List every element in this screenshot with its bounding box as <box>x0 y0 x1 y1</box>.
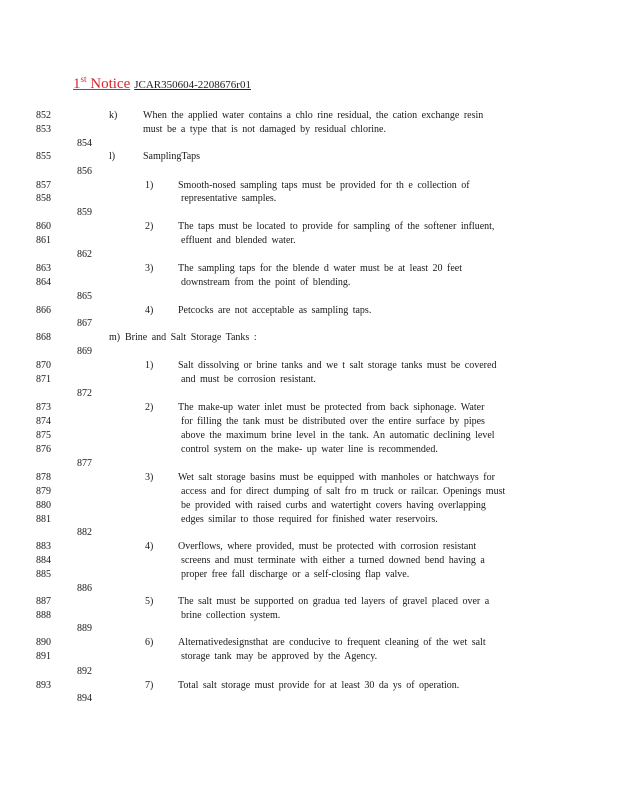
notice-label: 1st Notice <box>73 74 131 92</box>
line-number: 852 <box>36 110 51 121</box>
line-number: 887 <box>36 596 51 607</box>
line-text: Alternativedesignsthat are conducive to frequent cleaning of the wet salt <box>178 637 486 648</box>
line-number: 876 <box>36 444 51 455</box>
line-number: 862 <box>77 249 92 260</box>
list-marker: 5) <box>145 596 154 607</box>
line-number: 864 <box>36 277 51 288</box>
line-text: effluent and blended water. <box>181 235 296 246</box>
line-number: 872 <box>77 388 92 399</box>
line-number: 894 <box>77 693 92 704</box>
line-text: be provided with raised curbs and watertight covers having overlapping <box>181 500 486 511</box>
line-text: representative samples. <box>181 193 277 204</box>
line-number: 863 <box>36 263 51 274</box>
line-number: 890 <box>36 637 51 648</box>
line-text: The taps must be located to provide for sampling of the softener influent, <box>178 221 495 232</box>
line-number: 889 <box>77 623 92 634</box>
list-marker: 2) <box>145 221 154 232</box>
line-number: 883 <box>36 541 51 552</box>
line-number: 893 <box>36 680 51 691</box>
line-text: When the applied water contains a chlo rine residual, the cation exchange resin <box>143 110 484 121</box>
line-text: Wet salt storage basins must be equipped with manholes or hatchways for <box>178 472 495 483</box>
line-text: storage tank may be approved by the Agency. <box>181 651 378 662</box>
line-number: 855 <box>36 151 51 162</box>
list-marker: 3) <box>145 472 154 483</box>
line-number: 891 <box>36 651 51 662</box>
line-number: 880 <box>36 500 51 511</box>
list-marker: 4) <box>145 541 154 552</box>
line-number: 874 <box>36 416 51 427</box>
line-text: downstream from the point of blending. <box>181 277 351 288</box>
line-text: and must be corrosion resistant. <box>181 374 316 385</box>
line-number: 881 <box>36 514 51 525</box>
list-marker: 3) <box>145 263 154 274</box>
line-text: The make-up water inlet must be protected from back siphonage. Water <box>178 402 485 413</box>
line-number: 868 <box>36 332 51 343</box>
line-number: 853 <box>36 124 51 135</box>
line-text: Total salt storage must provide for at least 30 da ys of operation. <box>178 680 460 691</box>
line-text: SamplingTaps <box>143 151 201 162</box>
line-text: above the maximum brine level in the tank. An automatic declining level <box>181 430 495 441</box>
line-number: 885 <box>36 569 51 580</box>
list-marker: 6) <box>145 637 154 648</box>
line-text: edges similar to those required for finished water reservoirs. <box>181 514 438 525</box>
line-number: 866 <box>36 305 51 316</box>
line-number: 882 <box>77 527 92 538</box>
list-marker: m) <box>109 332 121 343</box>
line-text: The sampling taps for the blende d water must be at least 20 feet <box>178 263 462 274</box>
line-text: control system on the make- up water line is recommended. <box>181 444 438 455</box>
document-code: JCAR350604-2208676r01 <box>134 79 251 91</box>
line-text: Petcocks are not acceptable as sampling taps. <box>178 305 372 316</box>
line-text: Salt dissolving or brine tanks and we t salt storage tanks must be covered <box>178 360 497 371</box>
list-marker: 1) <box>145 360 154 371</box>
line-text: for filling the tank must be distributed over the entire surface by pipes <box>181 416 485 427</box>
line-text: proper free fall discharge or a self-closing flap valve. <box>181 569 410 580</box>
line-text: Brine and Salt Storage Tanks : <box>125 332 257 343</box>
line-number: 869 <box>77 346 92 357</box>
line-number: 873 <box>36 402 51 413</box>
line-number: 871 <box>36 374 51 385</box>
line-number: 856 <box>77 166 92 177</box>
line-text: screens and must terminate with either a turned downed bend having a <box>181 555 485 566</box>
line-number: 859 <box>77 207 92 218</box>
list-marker: 4) <box>145 305 154 316</box>
line-number: 886 <box>77 583 92 594</box>
line-number: 867 <box>77 318 92 329</box>
list-marker: k) <box>109 110 118 121</box>
line-number: 884 <box>36 555 51 566</box>
line-text: brine collection system. <box>181 610 281 621</box>
line-number: 870 <box>36 360 51 371</box>
line-number: 877 <box>77 458 92 469</box>
line-number: 879 <box>36 486 51 497</box>
line-number: 892 <box>77 666 92 677</box>
line-number: 861 <box>36 235 51 246</box>
line-text: access and for direct dumping of salt fro m truck or railcar. Openings must <box>181 486 506 497</box>
line-number: 875 <box>36 430 51 441</box>
line-number: 888 <box>36 610 51 621</box>
line-number: 865 <box>77 291 92 302</box>
line-text: The salt must be supported on gradua ted layers of gravel placed over a <box>178 596 490 607</box>
line-number: 860 <box>36 221 51 232</box>
line-number: 878 <box>36 472 51 483</box>
line-number: 854 <box>77 138 92 149</box>
line-text: Smooth-nosed sampling taps must be provided for th e collection of <box>178 180 470 191</box>
line-text: must be a type that is not damaged by residual chlorine. <box>143 124 386 135</box>
line-number: 857 <box>36 180 51 191</box>
line-text: Overflows, where provided, must be protected with corrosion resistant <box>178 541 477 552</box>
list-marker: 7) <box>145 680 154 691</box>
notice-header <box>73 74 251 93</box>
list-marker: l) <box>109 151 116 162</box>
line-number: 858 <box>36 193 51 204</box>
list-marker: 1) <box>145 180 154 191</box>
list-marker: 2) <box>145 402 154 413</box>
